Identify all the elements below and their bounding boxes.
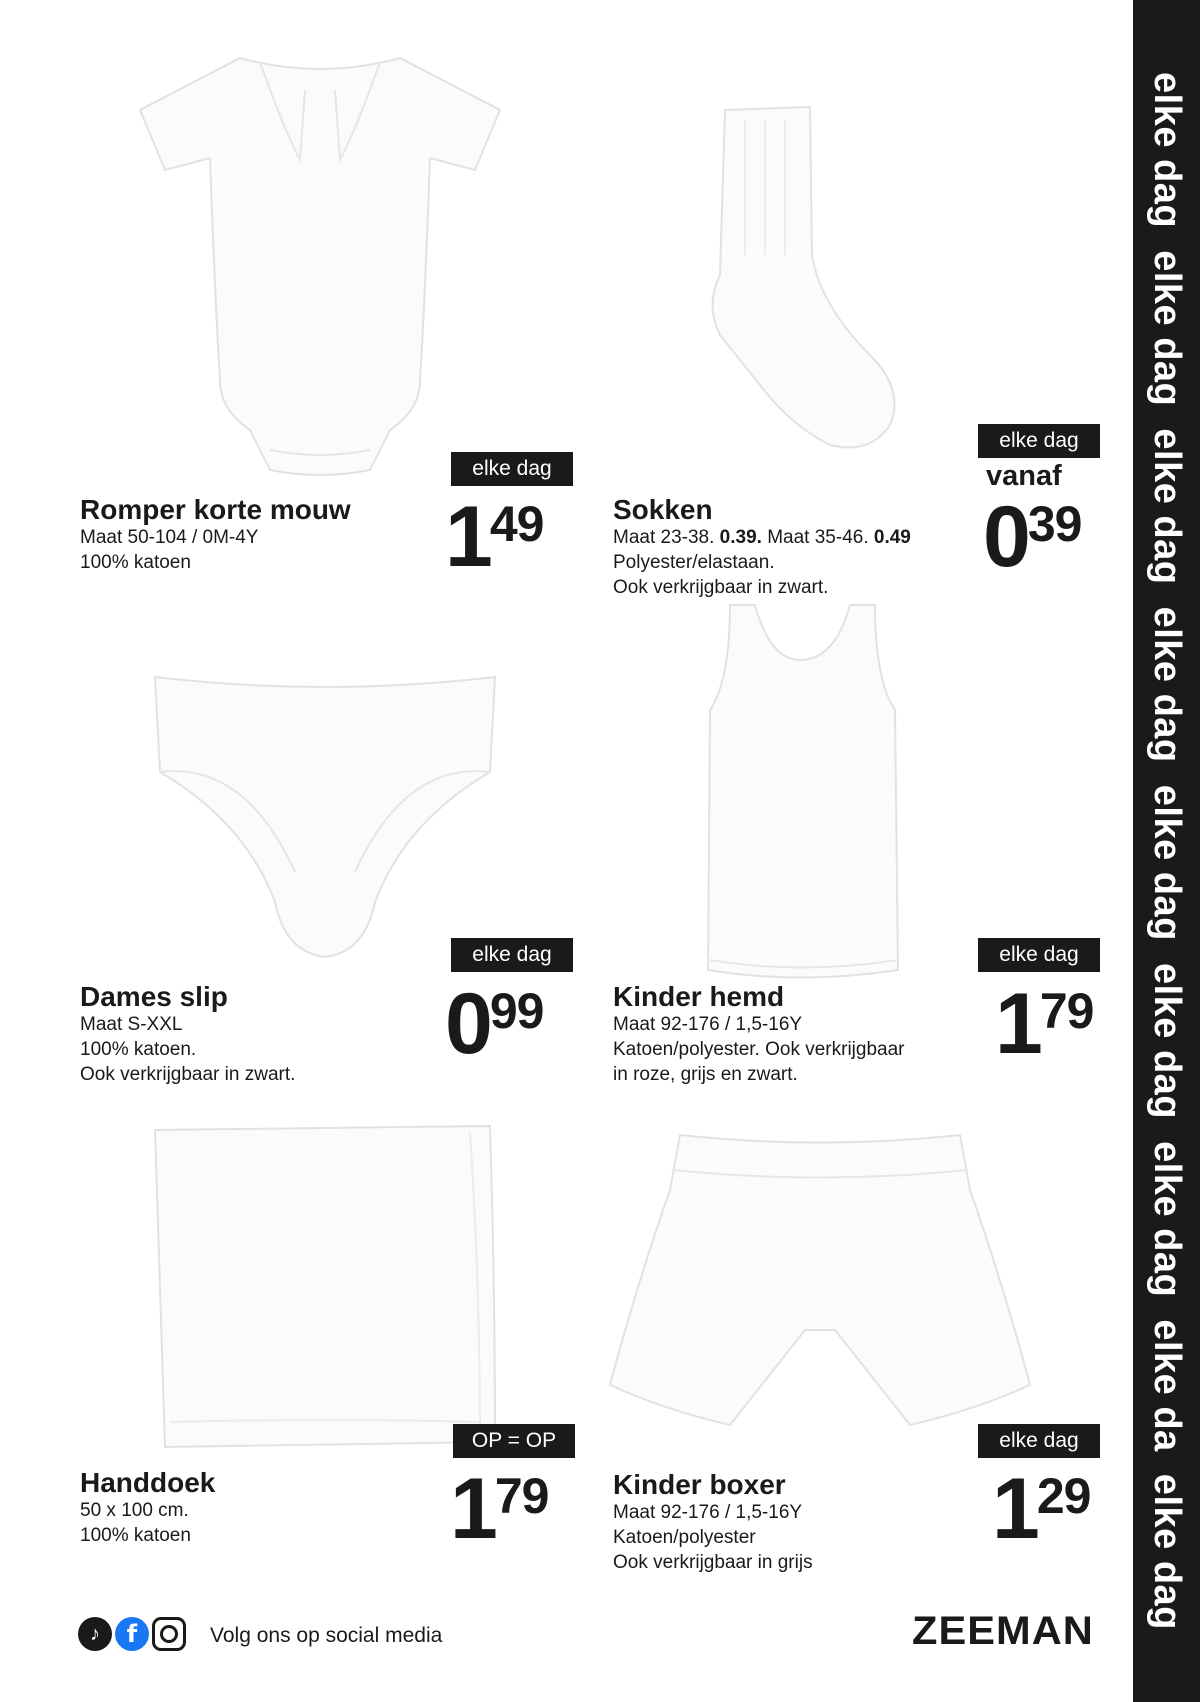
product-availability: Ook verkrijgbaar in zwart. — [80, 1064, 296, 1085]
price-tag: elke dag — [978, 424, 1100, 458]
product-title: Handdoek — [80, 1467, 216, 1498]
product-availability: Ook verkrijgbaar in zwart. — [613, 577, 829, 598]
product-availability: Ook verkrijgbaar in grijs — [613, 1552, 813, 1573]
facebook-icon[interactable]: f — [115, 1617, 149, 1651]
product-size: 50 x 100 cm. — [80, 1500, 189, 1521]
side-banner — [1133, 0, 1200, 1702]
price-tag: OP = OP — [453, 1424, 575, 1458]
product-material: 100% katoen — [80, 1525, 191, 1546]
side-banner-text: elke dag elke dag elke dag elke dag elke dag elke dag elke dag elke da elke dag — [1146, 72, 1188, 1630]
product-material: Katoen/polyester — [613, 1527, 756, 1548]
product-material: Polyester/elastaan. — [613, 552, 775, 573]
price: 179 — [995, 976, 1094, 1072]
product-title: Kinder boxer — [613, 1469, 786, 1500]
product-material: 100% katoen — [80, 552, 191, 573]
towel-image — [150, 1122, 500, 1452]
product-size: Maat S-XXL — [80, 1014, 183, 1035]
brand-logo: ZEEMAN — [912, 1609, 1094, 1653]
tiktok-icon[interactable]: ♪ — [78, 1617, 112, 1651]
social-label: Volg ons op social media — [210, 1624, 443, 1647]
product-material: Katoen/polyester. Ook verkrijgbaar — [613, 1039, 905, 1060]
briefs-image — [145, 672, 505, 962]
product-size: Maat 50-104 / 0M-4Y — [80, 527, 259, 548]
sock-image — [700, 105, 910, 460]
product-material: 100% katoen. — [80, 1039, 197, 1060]
boxer-image — [605, 1130, 1035, 1435]
product-size: Maat 92-176 / 1,5-16Y — [613, 1502, 803, 1523]
price: 099 — [445, 976, 544, 1072]
tank-top-image — [700, 600, 905, 980]
product-title: Sokken — [613, 494, 713, 525]
price-tag: elke dag — [451, 452, 573, 486]
price-tag: elke dag — [978, 938, 1100, 972]
product-title: Dames slip — [80, 981, 228, 1012]
product-title: Romper korte mouw — [80, 494, 351, 525]
price: 149 — [445, 489, 544, 585]
romper-image — [130, 50, 510, 490]
price: 179 — [450, 1461, 549, 1557]
instagram-icon[interactable] — [152, 1617, 186, 1651]
product-availability: in roze, grijs en zwart. — [613, 1064, 798, 1085]
product-title: Kinder hemd — [613, 981, 785, 1012]
product-size: Maat 92-176 / 1,5-16Y — [613, 1014, 803, 1035]
price-tag: elke dag — [978, 1424, 1100, 1458]
social-icons — [78, 1617, 189, 1651]
price: 129 — [992, 1461, 1091, 1557]
product-size: Maat 23-38. 0.39. Maat 35-46. 0.49 — [613, 527, 911, 548]
price-prefix: vanaf — [986, 460, 1062, 492]
price: 039 — [983, 489, 1082, 585]
price-tag: elke dag — [451, 938, 573, 972]
